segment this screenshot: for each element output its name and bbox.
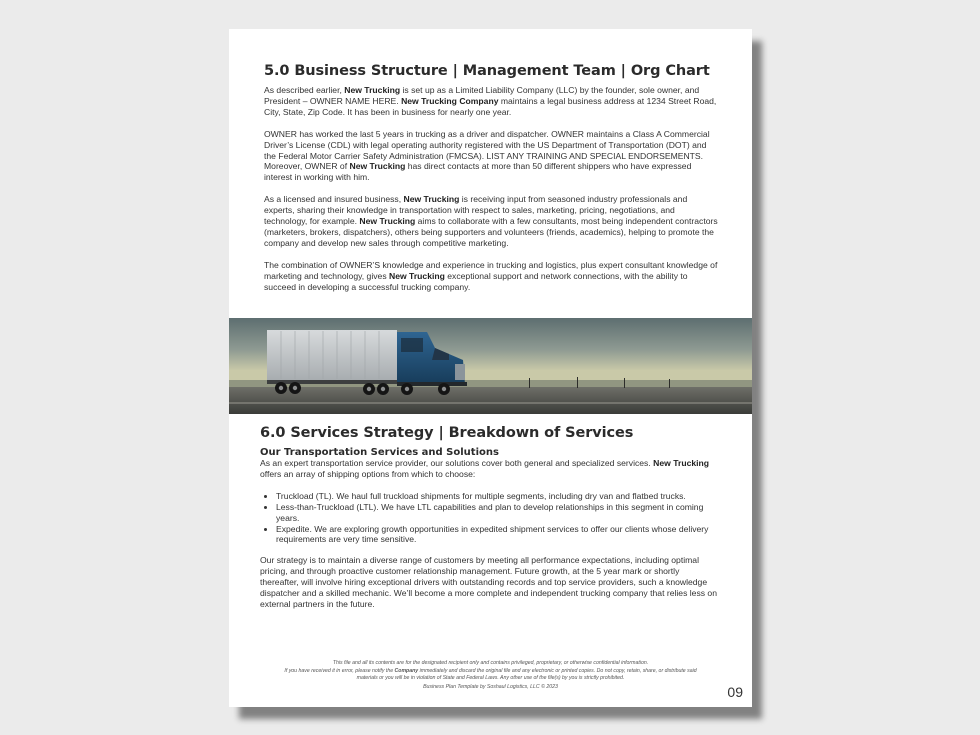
services-list [260,491,720,546]
section-heading: 5.0 Business Structure | Management Team | Org Chart [264,63,710,79]
template-credit: Business Plan Template by Soshaul Logistics, LLC © 2023 [423,683,558,690]
section-heading: 6.0 Services Strategy | Breakdown of Services [260,425,634,441]
page-number: 09 [727,684,743,700]
paragraph: As a licensed and insured business, New Trucking is receiving input from seasoned industry professionals and experts, sharing their knowledge in transportation with respect to sales, marketing, pricing, negotiations, and technology, for example. New Trucking aims to collaborate with a few consultants, most being independent contractors (marketers, brokers, dispatchers), others being supporters and volunteers (friends, academics), helping to promote the company and develop new sales through competitive marketing. [264,194,718,248]
section-services-strategy [260,425,720,621]
footer-line: materials or you will be in violation of State and Federal Laws. Any other use of the file(s) by you is strictly prohibited. [356,675,625,681]
paragraph: The combination of OWNER’S knowledge and experience in trucking and logistics, plus expert consultant knowledge of marketing and technology, gives New Trucking exceptional support and network connections, with the ability to succeed in developing a successful trucking company. [264,259,718,292]
paragraph: OWNER has worked the last 5 years in trucking as a driver and dispatcher. OWNER maintains a Class A Commercial Driver’s License (CDL) with legal operating authority registered with the US Department of Transportation (DOT) and the Federal Motor Carrier Safety Administration (FMCSA). LIST ANY TRAINING AND SPECIAL ENDORSEMENTS. Moreover, OWNER of New Trucking has direct contacts at more than 50 different shippers who have expressed interest in working with him. [264,128,710,183]
footer-line: This file and all its contents are for the designated recipient only and contains privileged, proprietary, or otherwise confidential information. [332,660,649,666]
document-page [229,29,752,707]
truck-on-highway-photo [229,318,752,414]
subheading: Our Transportation Services and Solutions [260,447,499,458]
confidentiality-footer [229,660,752,691]
footer-line: If you have received it in error, please notify the Company immediately and discard the original file and any electronic or printed copies. Do not copy, retain, share, or distribute said [284,667,697,674]
truck-photo [229,318,752,414]
list-item: • Less-than-Truckload (LTL). We have LTL capabilities and plan to develop relationships in this segment in coming years. [276,502,720,524]
list-item: • Expedite. We are exploring growth opportunities in expedited shipment services to offer our clients whose delivery requirements are very time sensitive. [276,524,720,546]
list-item: • Truckload (TL). We haul full truckload shipments for multiple segments, including dry van and flatbed trucks. [276,491,720,502]
section-business-structure [264,63,719,304]
paragraph: As described earlier, New Trucking is set up as a Limited Liability Company (LLC) by the founder, sole owner, and President – OWNER NAME HERE. New Trucking Company maintains a legal business address at 1234 Street Road, City, State, Zip Code. It has been in business for nearly one year. [264,85,717,117]
paragraph: Our strategy is to maintain a diverse range of customers by meeting all performance expectations, including optimal pricing, and through proactive customer relationship management. Future growth, at the 5 year mark or shortly thereafter, will involve hiring exceptional drivers with outstanding records and top service providers, such a knowledge dispatcher and a skilled mechanic. We’ll become a more complete and independent trucking company that relies less on external partners in the future. [260,555,717,609]
paragraph: As an expert transportation service provider, our solutions cover both general and specialized services. New Trucking offers an array of shipping options from which to choose: [260,458,710,479]
